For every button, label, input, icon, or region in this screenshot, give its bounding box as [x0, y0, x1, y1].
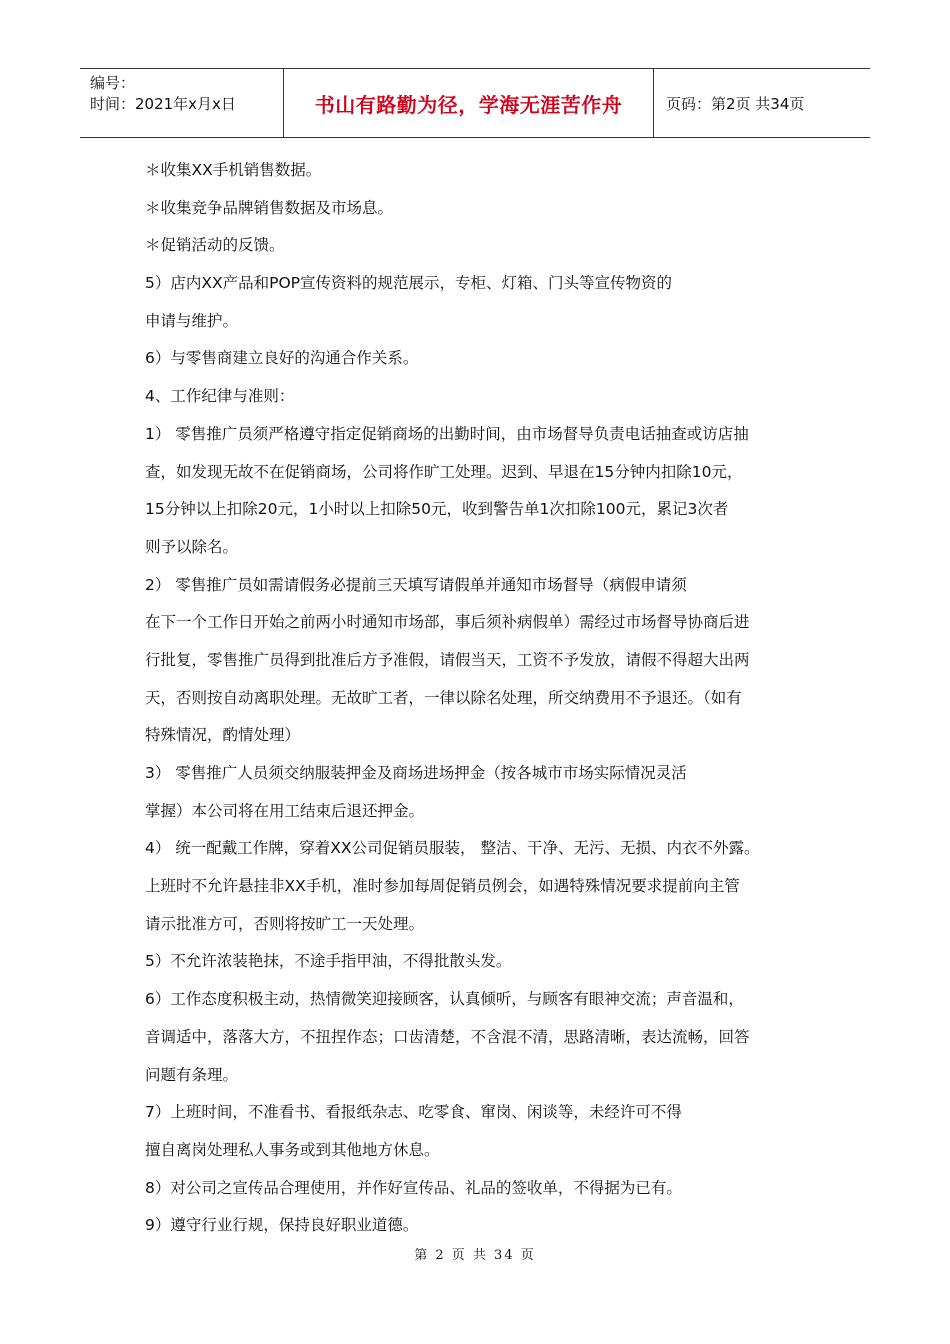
text-line: 9）遵守行业行规，保持良好职业道德。 — [145, 1216, 419, 1235]
document-body — [145, 152, 825, 1245]
text-line: 上班时不允许悬挂非XX手机，准时参加每周促销员例会，如遇特殊情况要求提前向主管 — [145, 877, 740, 896]
text-line: 特殊情况，酌情处理） — [145, 726, 301, 745]
text-line: 4） 统一配戴工作牌，穿着XX公司促销员服装， 整洁、干净、无污、无损、内衣不外露。 — [145, 839, 760, 858]
text-line: 15分钟以上扣除20元，1小时以上扣除50元，收到警告单1次扣除100元，累记3次者 — [145, 500, 729, 519]
text-line: 申请与维护。 — [145, 311, 239, 330]
text-line: ＊收集XX手机销售数据。 — [145, 161, 322, 179]
text-line: 行批复，零售推广员得到批准后方予准假，请假当天，工资不予发放，请假不得超大出两 — [145, 650, 750, 669]
text-line: 3） 零售推广人员须交纳服装押金及商场进场押金（按各城市市场实际情况灵活 — [145, 764, 687, 782]
page-footer: 第 2 页 共 34 页 — [414, 1248, 536, 1263]
text-line: 7）上班时间，不准看书、看报纸杂志、吃零食、窜岗、闲谈等，未经许可不得 — [145, 1103, 682, 1122]
text-line: 请示批准方可，否则将按旷工一天处理。 — [145, 914, 425, 933]
text-line: 1） 零售推广员须严格遵守指定促销商场的出勤时间，由市场督导负责电话抽查或访店抽 — [145, 424, 749, 443]
text-line: 查，如发现无故不在促销商场，公司将作旷工处理。迟到、早退在15分钟内扣除10元， — [145, 462, 743, 481]
header-left-cell — [80, 69, 284, 137]
text-line: 天，否则按自动离职处理。无故旷工者，一律以除名处理，所交纳费用不予退还。（如有 — [145, 688, 742, 707]
page-header — [80, 68, 870, 138]
text-line: 6）工作态度积极主动，热情微笑迎接顾客，认真倾听，与顾客有眼神交流；声音温和， — [145, 990, 744, 1009]
text-line: 掌握）本公司将在用工结束后退还押金。 — [145, 801, 425, 820]
text-line: 擅自离岗处理私人事务或到其他地方休息。 — [145, 1140, 440, 1159]
serial-label: 编号： — [90, 74, 136, 92]
header-motto: 书山有路勤为径，学海无涯苦作舟 — [284, 69, 654, 137]
text-line: 6）与零售商建立良好的沟通合作关系。 — [145, 349, 419, 368]
text-line: ＊收集竞争品牌销售数据及市场息。 — [145, 198, 394, 217]
text-line: 问题有条理。 — [145, 1065, 239, 1084]
section-heading: 4、工作纪律与准则： — [145, 387, 295, 406]
text-line: 5）店内XX产品和POP宣传资料的规范展示，专柜、灯箱、门头等宣传物资的 — [145, 274, 672, 293]
date-label: 时间：2021年x月x日 — [90, 95, 236, 113]
text-line: 则予以除名。 — [145, 537, 239, 556]
text-line: ＊促销活动的反馈。 — [145, 236, 285, 255]
text-line: 音调适中，落落大方，不扭捏作态；口齿清楚，不含混不清，思路清晰，表达流畅，回答 — [145, 1027, 750, 1046]
text-line: 2） 零售推广员如需请假务必提前三天填写请假单并通知市场督导（病假申请须 — [145, 575, 687, 594]
text-line: 在下一个工作日开始之前两小时通知市场部，事后须补病假单）需经过市场督导协商后进 — [145, 613, 750, 632]
text-line: 5）不允许浓装艳抹，不途手指甲油，不得批散头发。 — [145, 952, 512, 971]
text-line: 8）对公司之宣传品合理使用，并作好宣传品、礼品的签收单，不得据为已有。 — [145, 1178, 682, 1197]
header-page-info: 页码：第2页 共34页 — [666, 94, 805, 113]
